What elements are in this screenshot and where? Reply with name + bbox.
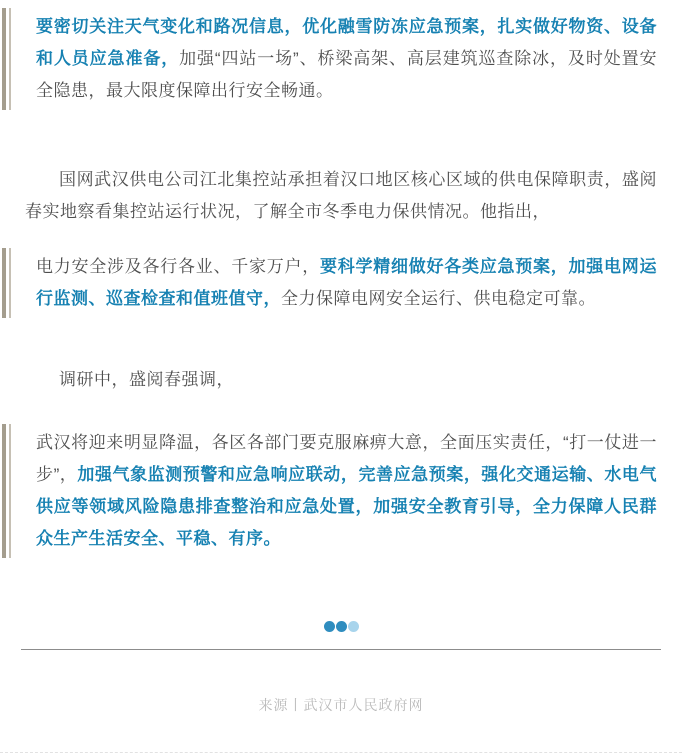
body-text: 加强“四站一场”、桥梁高架、高层建筑巡查除冰，及时处置安全隐患，最大限度保障出行安全畅通。 [36,49,657,100]
emphasized-text: 要密切关注天气变化和路况信息，优化融雪防冻应急预案，扎实做好物资、设备和人员应急准备， [36,17,657,68]
quote-text [9,248,682,318]
quote-text [9,424,682,558]
carousel-dot-3-inactive [348,621,359,632]
emphasized-text: 要科学精细做好各类应急预案，加强电网运行监测、巡查检查和值班值守， [36,257,657,308]
carousel-dot-1-active [324,621,335,632]
paragraph [25,164,657,228]
carousel-dots [0,620,682,632]
carousel-dot-2-active [336,621,347,632]
body-text: 武汉将迎来明显降温，各区各部门要克服麻痹大意，全面压实责任，“打一仗进一步”， [36,433,657,484]
page-bottom-rule [0,752,682,753]
quote-text [9,8,682,110]
body-text: 国网武汉供电公司江北集控站承担着汉口地区核心区域的供电保障职责，盛阅春实地察看集控站运行状况，了解全市冬季电力保供情况。他指出， [25,170,657,221]
body-text: 电力安全涉及各行各业、千家万户， [36,257,320,276]
source-attribution: 来源丨武汉市人民政府网 [258,697,424,713]
emphasized-text: 加强气象监测预警和应急响应联动，完善应急预案，强化交通运输、水电气供应等领域风险隐患排查整治和应急处置，加强安全教育引导，全力保障人民群众生产生活安全、平稳、有序。 [36,465,658,548]
quote-block [2,248,682,318]
body-text: 调研中，盛阅春强调， [59,370,234,389]
quote-block [2,8,682,110]
quote-block [2,424,682,558]
paragraph [25,364,657,396]
footer-divider [21,649,661,650]
body-text: 全力保障电网安全运行、供电稳定可靠。 [281,289,596,308]
